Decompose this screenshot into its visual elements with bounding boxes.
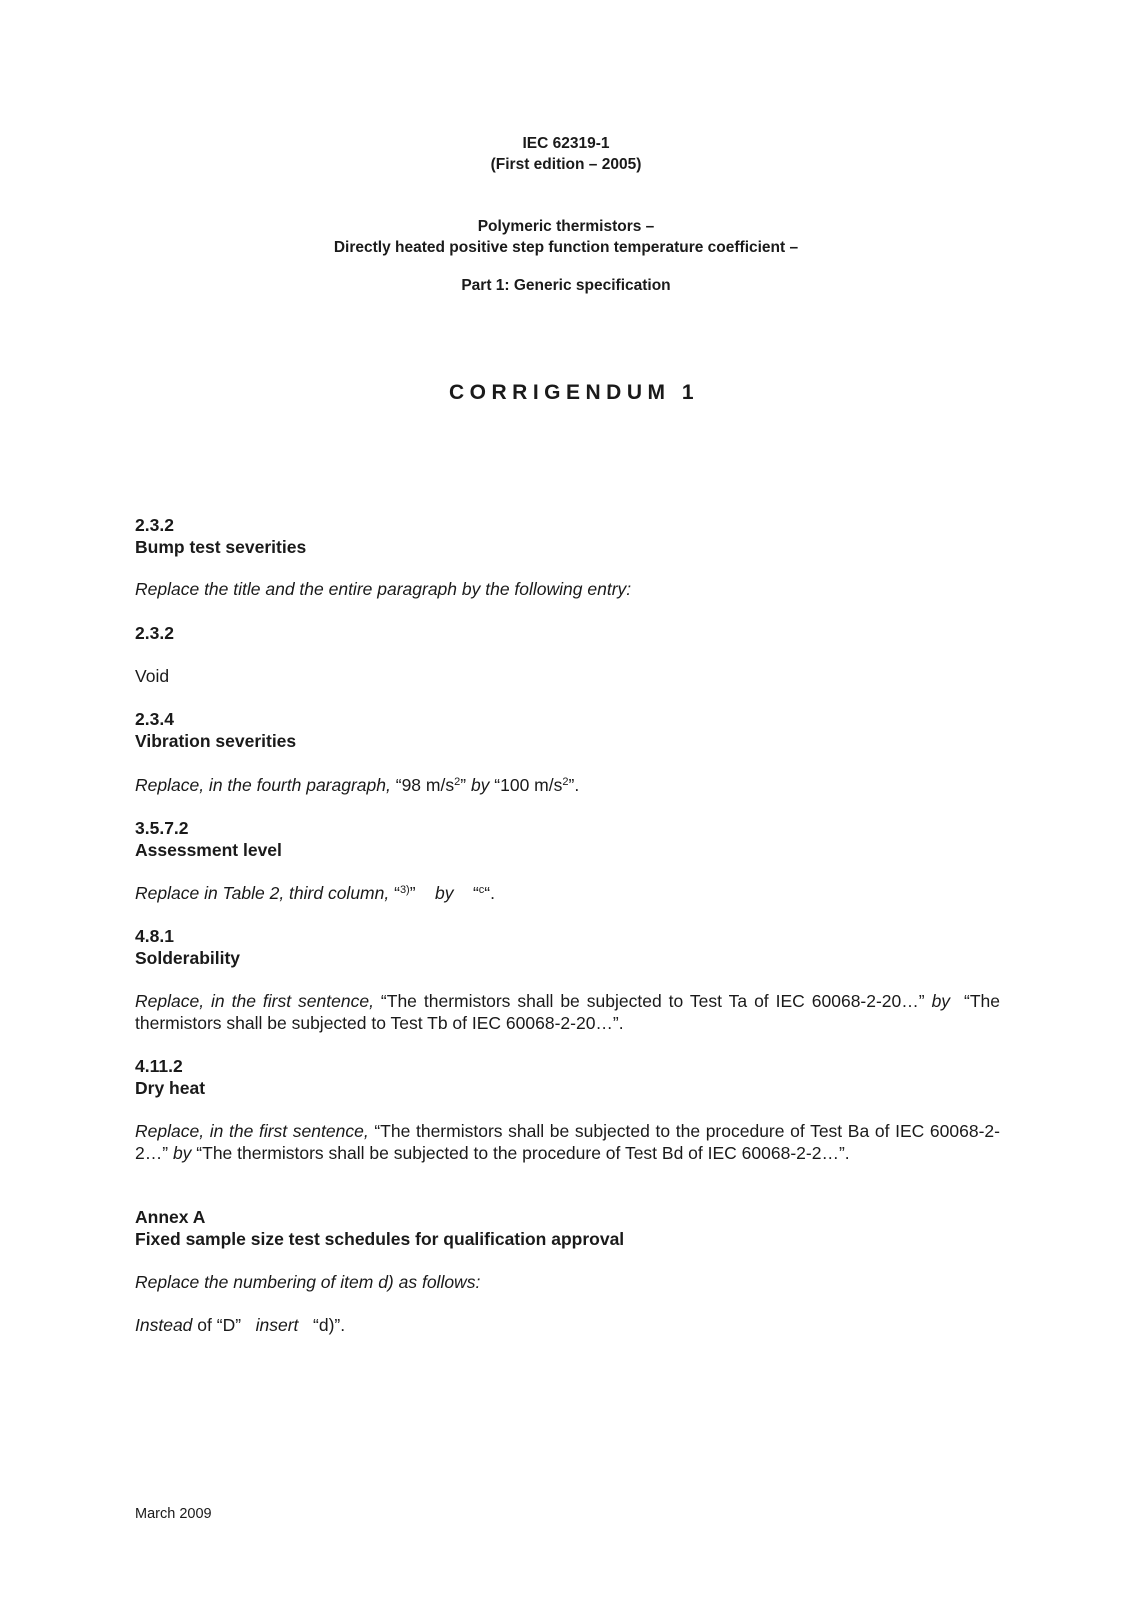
part-title: Part 1: Generic specification (461, 277, 671, 294)
section-4-8-1 (135, 925, 1000, 969)
replacement-text: Void (135, 666, 170, 686)
old-text: “The thermistors shall be subjected to the procedure of Test Ba of IEC 60068-2-2…” (135, 1121, 1000, 1163)
correction-line (135, 1314, 1000, 1336)
section-2-3-2 (135, 514, 1000, 558)
title-line-2: Directly heated positive step function temperature coefficient – (333, 239, 799, 256)
section-title: Vibration severities (135, 731, 297, 751)
instruction-text: Replace, in the first sentence, (135, 1121, 369, 1141)
instruction-text: Replace in Table 2, third column, (135, 883, 390, 903)
old-value-close: ” (409, 883, 416, 903)
title-line-1: Polymeric thermistors – (477, 218, 655, 235)
section-title: Solderability (135, 948, 241, 968)
annex-a (135, 1206, 1000, 1250)
insert-word: insert (255, 1315, 299, 1335)
old-text: “The thermistors shall be subjected to Test Ta of IEC 60068-2-20…” (380, 991, 925, 1011)
correction-paragraph (135, 990, 1000, 1034)
new-text: “The thermistors shall be subjected to Test Tb of IEC 60068-2-20…”. (135, 991, 1000, 1033)
new-text: “The thermistors shall be subjected to the procedure of Test Bd of IEC 60068-2-2…”. (196, 1143, 850, 1163)
document-header (0, 133, 1132, 175)
new-value: “d)”. (313, 1315, 346, 1335)
correction-paragraph (135, 1120, 1000, 1164)
old-superscript: 3) (399, 884, 410, 896)
old-value: “98 m/s (395, 775, 455, 795)
section-number: 4.8.1 (135, 926, 174, 946)
section-title: Bump test severities (135, 537, 307, 557)
section-number: 3.5.7.2 (135, 818, 189, 838)
by-word: by (931, 991, 951, 1011)
document-title (0, 216, 1132, 258)
by-word: by (470, 775, 490, 795)
correction-line (135, 882, 1000, 904)
section-4-11-2 (135, 1055, 1000, 1099)
section-title: Dry heat (135, 1078, 206, 1098)
by-word: by (172, 1143, 192, 1163)
edition-line: (First edition – 2005) (490, 156, 642, 173)
instruction-text: Replace, in the fourth paragraph, (135, 775, 391, 795)
old-value-end: ” (460, 775, 467, 795)
new-superscript: c (478, 884, 485, 896)
section-3-5-7-2 (135, 817, 1000, 861)
new-value: “100 m/s (494, 775, 563, 795)
new-value-end: ”. (568, 775, 580, 795)
new-value-close: “. (484, 883, 495, 903)
instruction-text: Replace the numbering of item d) as follows: (135, 1272, 481, 1292)
corrigendum-heading: CORRIGENDUM 1 (448, 381, 699, 404)
by-word: by (435, 883, 454, 903)
old-value-open: “ (394, 883, 400, 903)
replacement-number: 2.3.2 (135, 623, 174, 643)
instruction-text: Replace the title and the entire paragraph by the following entry: (135, 579, 632, 599)
instruction-text: Replace, in the first sentence, (135, 991, 374, 1011)
new-value-open: “ (472, 883, 479, 903)
section-2-3-4 (135, 708, 1000, 752)
standard-number: IEC 62319-1 (522, 135, 610, 152)
section-title: Assessment level (135, 840, 282, 860)
footer-date: March 2009 (135, 1506, 212, 1522)
new-superscript: 2 (562, 776, 569, 788)
section-number: 2.3.4 (135, 709, 174, 729)
correction-line (135, 774, 1000, 796)
section-number: 4.11.2 (135, 1056, 183, 1076)
annex-title: Fixed sample size test schedules for qualification approval (135, 1229, 625, 1249)
annex-label: Annex A (135, 1207, 206, 1227)
instead-word: Instead (135, 1315, 193, 1335)
old-value: of “D” (197, 1315, 242, 1335)
section-number: 2.3.2 (135, 515, 174, 535)
old-superscript: 2 (454, 776, 461, 788)
